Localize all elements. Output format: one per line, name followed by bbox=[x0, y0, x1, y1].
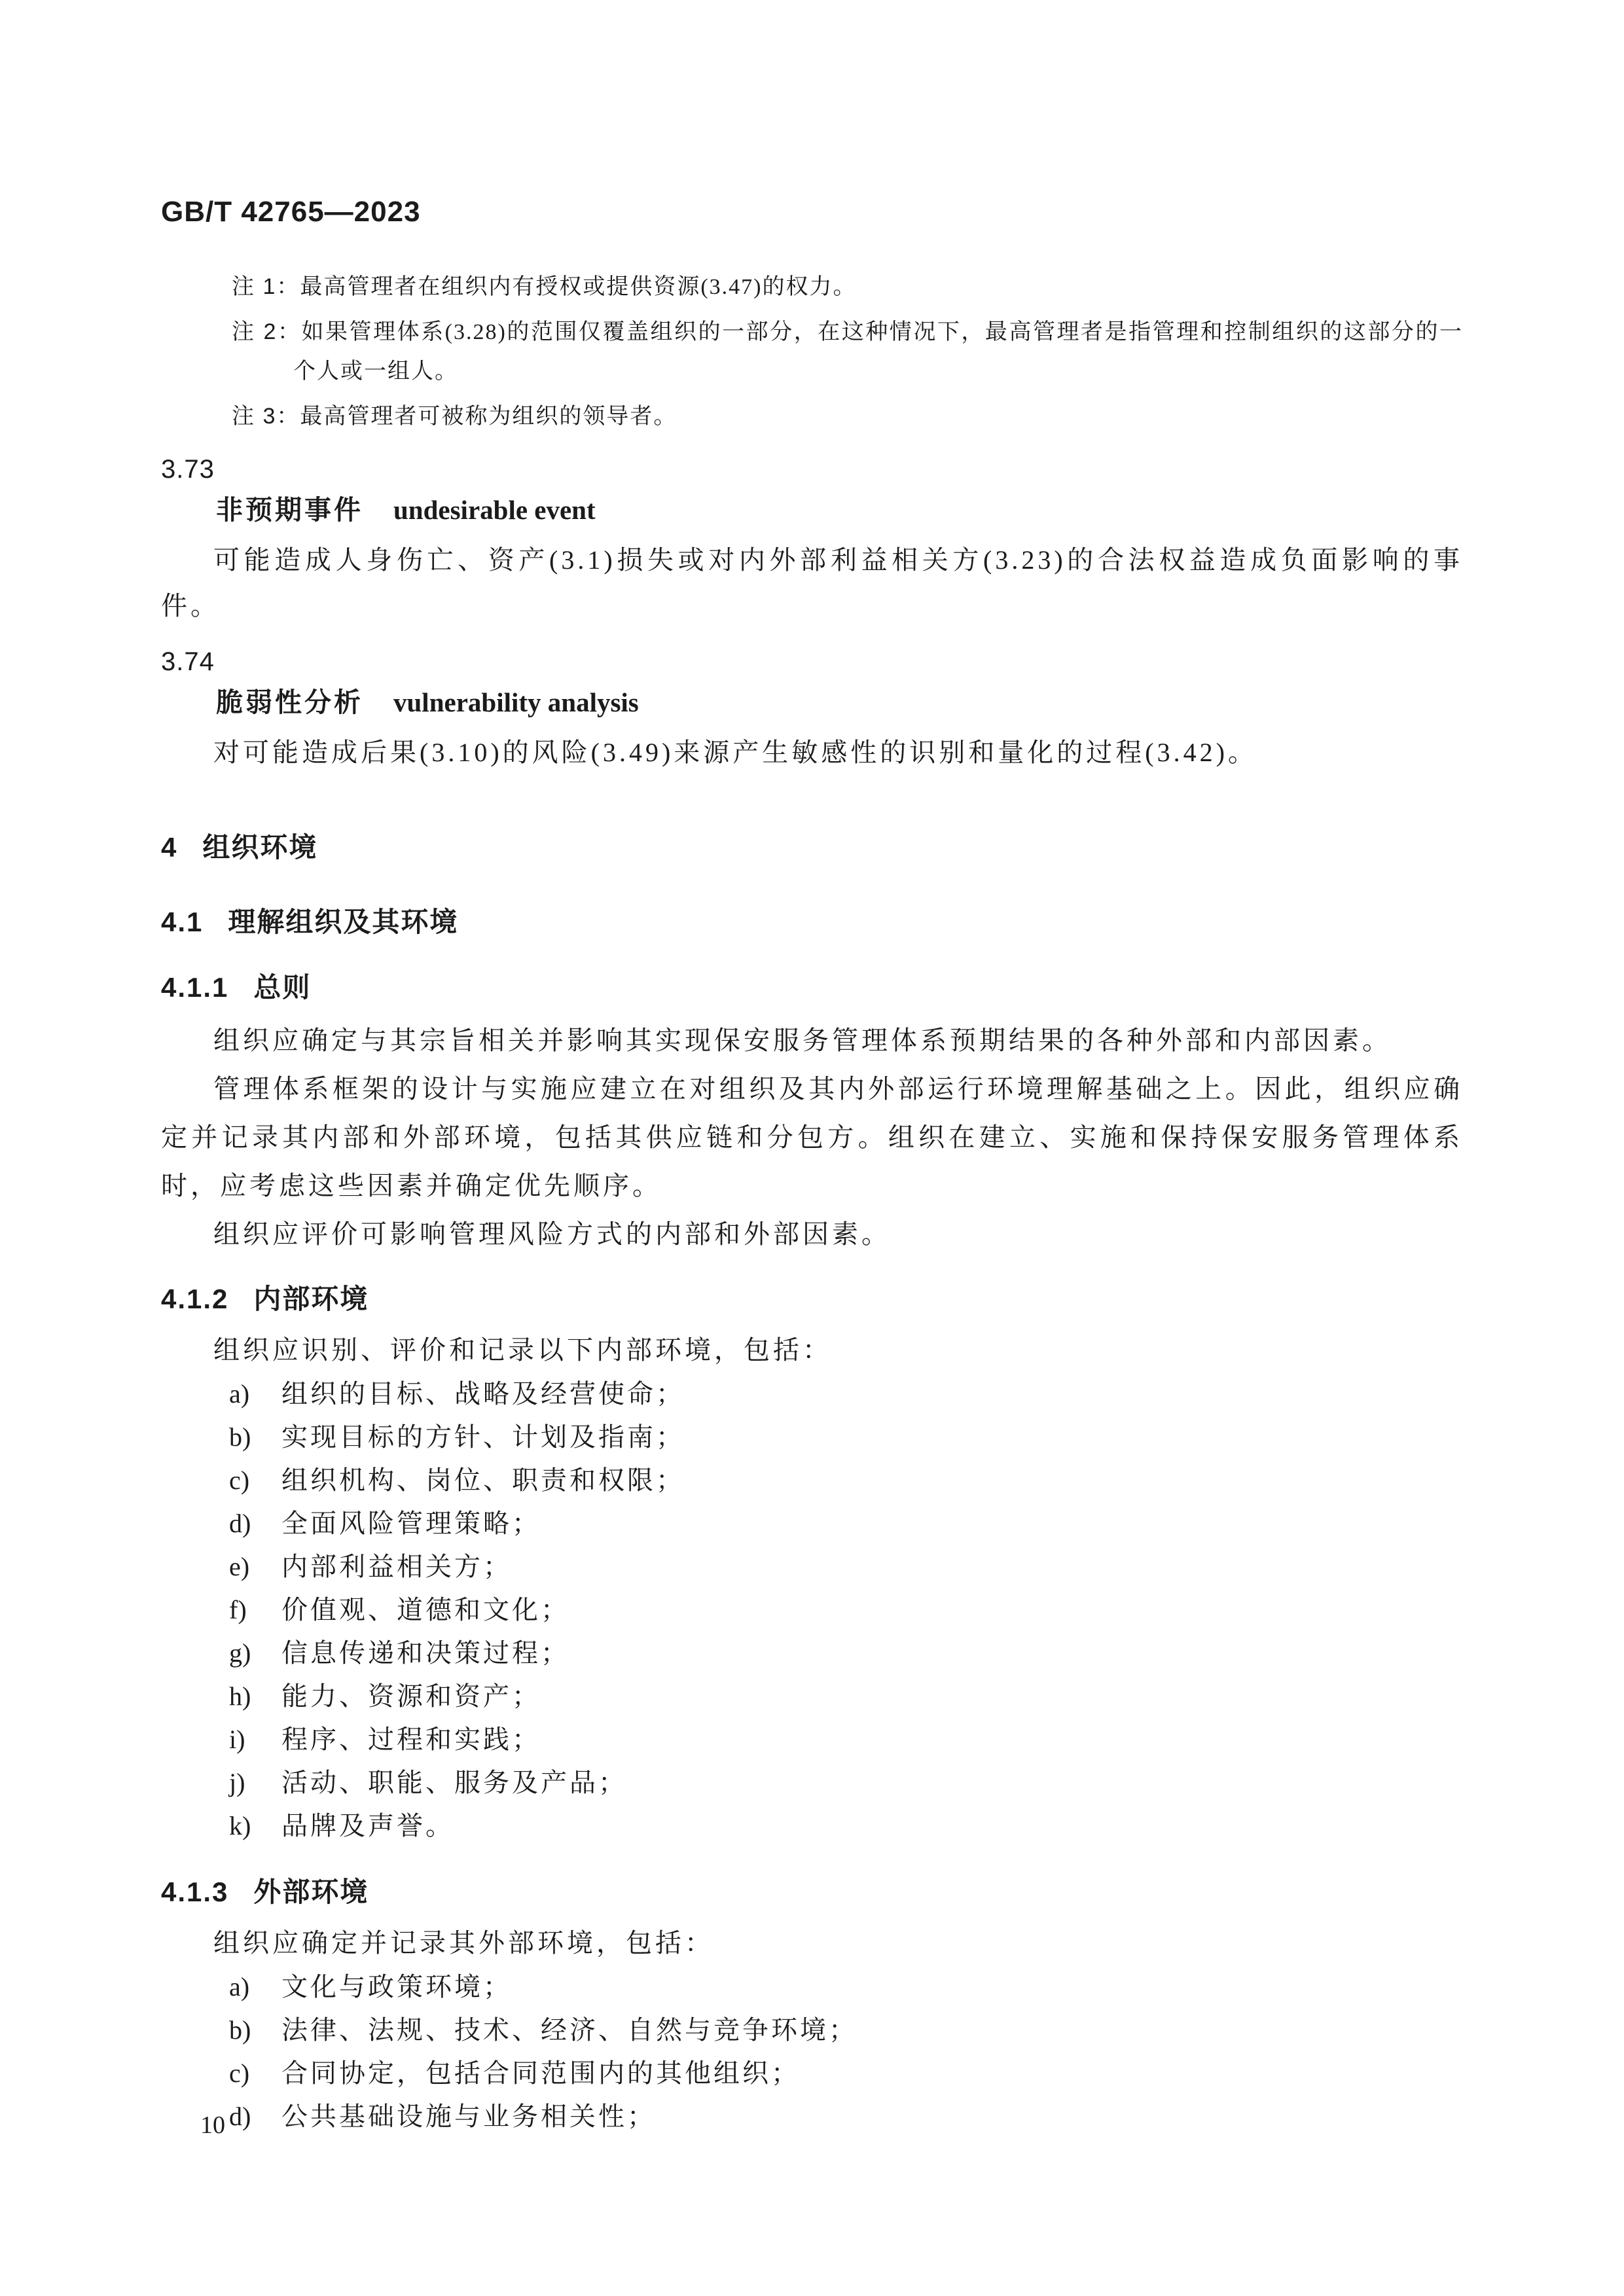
list-item-text: 信息传递和决策过程； bbox=[281, 1638, 569, 1668]
list-item bbox=[161, 2009, 1463, 2052]
list-item-marker: b) bbox=[229, 1422, 251, 1452]
list-intro: 组织应确定并记录其外部环境，包括： bbox=[213, 1928, 714, 1958]
heading-title: 理解组织及其环境 bbox=[228, 906, 459, 937]
list-item-marker: a) bbox=[229, 1972, 250, 2001]
term-entry bbox=[161, 450, 1463, 629]
term-title-zh: 脆弱性分析 bbox=[216, 687, 363, 717]
list-item-text: 内部利益相关方； bbox=[281, 1552, 512, 1581]
heading-title: 外部环境 bbox=[253, 1876, 369, 1907]
term-entry bbox=[161, 642, 1463, 776]
list-item-text: 程序、过程和实践； bbox=[281, 1725, 541, 1754]
heading-title: 组织环境 bbox=[202, 832, 318, 863]
list-item bbox=[161, 1372, 1463, 1416]
list-item-marker: h) bbox=[229, 1681, 251, 1711]
list-item-text: 活动、职能、服务及产品； bbox=[281, 1768, 627, 1797]
page-number: 10 bbox=[200, 2111, 225, 2139]
note-label: 注 1： bbox=[232, 274, 300, 299]
list-item-marker: i) bbox=[229, 1725, 245, 1754]
notes-block bbox=[161, 267, 1463, 437]
term-definition: 对可能造成后果(3.10)的风险(3.49)来源产生敏感性的识别和量化的过程(3.42)。 bbox=[213, 738, 1257, 767]
note-label: 注 2： bbox=[232, 319, 302, 344]
note-text: 最高管理者可被称为组织的领导者。 bbox=[300, 404, 677, 429]
term-title bbox=[161, 489, 1463, 537]
heading-number: 4.1.3 bbox=[161, 1876, 229, 1907]
heading-clause-4 bbox=[161, 829, 1463, 866]
heading-number: 4 bbox=[161, 832, 178, 863]
list-item-text: 全面风险管理策略； bbox=[281, 1509, 541, 1538]
heading-number: 4.1.2 bbox=[161, 1283, 229, 1314]
list-item bbox=[161, 1761, 1463, 1804]
external-context-list bbox=[161, 1965, 1463, 2138]
term-definition: 可能造成人身伤亡、资产(3.1)损失或对内外部利益相关方(3.23)的合法权益造成负面影响的事件。 bbox=[161, 545, 1463, 620]
heading-number: 4.1.1 bbox=[161, 972, 229, 1003]
list-item-text: 品牌及声誉。 bbox=[281, 1811, 454, 1840]
list-item-marker: a) bbox=[229, 1379, 250, 1408]
list-item bbox=[161, 1718, 1463, 1761]
list-item-marker: f) bbox=[229, 1595, 247, 1624]
term-title bbox=[161, 681, 1463, 730]
standard-number-header: GB/T 42765—2023 bbox=[161, 196, 421, 228]
note-text: 最高管理者在组织内有授权或提供资源(3.47)的权力。 bbox=[300, 275, 857, 299]
list-item bbox=[161, 1416, 1463, 1459]
list-item-marker: d) bbox=[229, 2102, 251, 2131]
list-item-text: 法律、法规、技术、经济、自然与竞争环境； bbox=[281, 2015, 857, 2045]
list-item-marker: g) bbox=[229, 1638, 251, 1668]
list-item-text: 合同协定，包括合同范围内的其他组织； bbox=[281, 2058, 800, 2088]
list-item bbox=[161, 1965, 1463, 2009]
heading-4-1 bbox=[161, 904, 1463, 941]
list-item-marker: e) bbox=[229, 1552, 250, 1581]
heading-4-1-3 bbox=[161, 1874, 1463, 1910]
heading-4-1-2 bbox=[161, 1281, 1463, 1318]
list-item bbox=[161, 1545, 1463, 1588]
section-4-1-1-body bbox=[161, 1016, 1463, 1259]
list-item-marker: j) bbox=[229, 1768, 245, 1797]
list-item-marker: c) bbox=[229, 2058, 250, 2088]
term-title-en: undesirable event bbox=[393, 495, 596, 525]
terms-block bbox=[161, 450, 1463, 776]
list-item-text: 文化与政策环境； bbox=[281, 1972, 512, 2001]
list-item-marker: b) bbox=[229, 2015, 251, 2045]
list-item-text: 公共基础设施与业务相关性； bbox=[281, 2102, 656, 2131]
list-item bbox=[161, 1459, 1463, 1502]
list-item-marker: d) bbox=[229, 1509, 251, 1538]
body-paragraph: 管理体系框架的设计与实施应建立在对组织及其内外部运行环境理解基础之上。因此，组织应确定并记录其内部和外部环境，包括其供应链和分包方。组织在建立、实施和保持保安服务管理体系时，应考虑这些因素并确定优先顺序。 bbox=[161, 1074, 1463, 1200]
heading-title: 总则 bbox=[253, 972, 312, 1003]
list-item-marker: k) bbox=[229, 1811, 251, 1840]
list-item-marker: c) bbox=[229, 1465, 250, 1495]
term-title-en: vulnerability analysis bbox=[393, 687, 639, 717]
list-item bbox=[161, 1632, 1463, 1675]
note-item bbox=[161, 267, 1463, 307]
term-title-zh: 非预期事件 bbox=[216, 495, 363, 525]
heading-4-1-1 bbox=[161, 969, 1463, 1006]
internal-context-list bbox=[161, 1372, 1463, 1848]
list-item-text: 组织的目标、战略及经营使命； bbox=[281, 1379, 685, 1408]
note-item bbox=[161, 312, 1463, 391]
list-item-text: 实现目标的方针、计划及指南； bbox=[281, 1422, 685, 1452]
list-item bbox=[161, 1588, 1463, 1632]
list-item bbox=[161, 1804, 1463, 1848]
list-item-text: 能力、资源和资产； bbox=[281, 1681, 541, 1711]
note-item bbox=[161, 397, 1463, 437]
list-item bbox=[161, 2095, 1463, 2138]
list-item bbox=[161, 1502, 1463, 1545]
list-item-text: 价值观、道德和文化； bbox=[281, 1595, 569, 1624]
heading-title: 内部环境 bbox=[253, 1283, 369, 1314]
body-paragraph: 组织应确定与其宗旨相关并影响其实现保安服务管理体系预期结果的各种外部和内部因素。 bbox=[213, 1026, 1392, 1055]
note-text: 如果管理体系(3.28)的范围仅覆盖组织的一部分，在这种情况下，最高管理者是指管理和控制组织的这部分的一个人或一组人。 bbox=[293, 320, 1463, 384]
heading-number: 4.1 bbox=[161, 906, 204, 937]
list-intro: 组织应识别、评价和记录以下内部环境，包括： bbox=[213, 1335, 832, 1365]
list-item-text: 组织机构、岗位、职责和权限； bbox=[281, 1465, 685, 1495]
list-item bbox=[161, 2052, 1463, 2095]
body-paragraph: 组织应评价可影响管理风险方式的内部和外部因素。 bbox=[213, 1219, 891, 1249]
note-label: 注 3： bbox=[232, 404, 300, 429]
list-item bbox=[161, 1675, 1463, 1718]
term-number: 3.74 bbox=[161, 647, 215, 676]
term-number: 3.73 bbox=[161, 455, 215, 484]
